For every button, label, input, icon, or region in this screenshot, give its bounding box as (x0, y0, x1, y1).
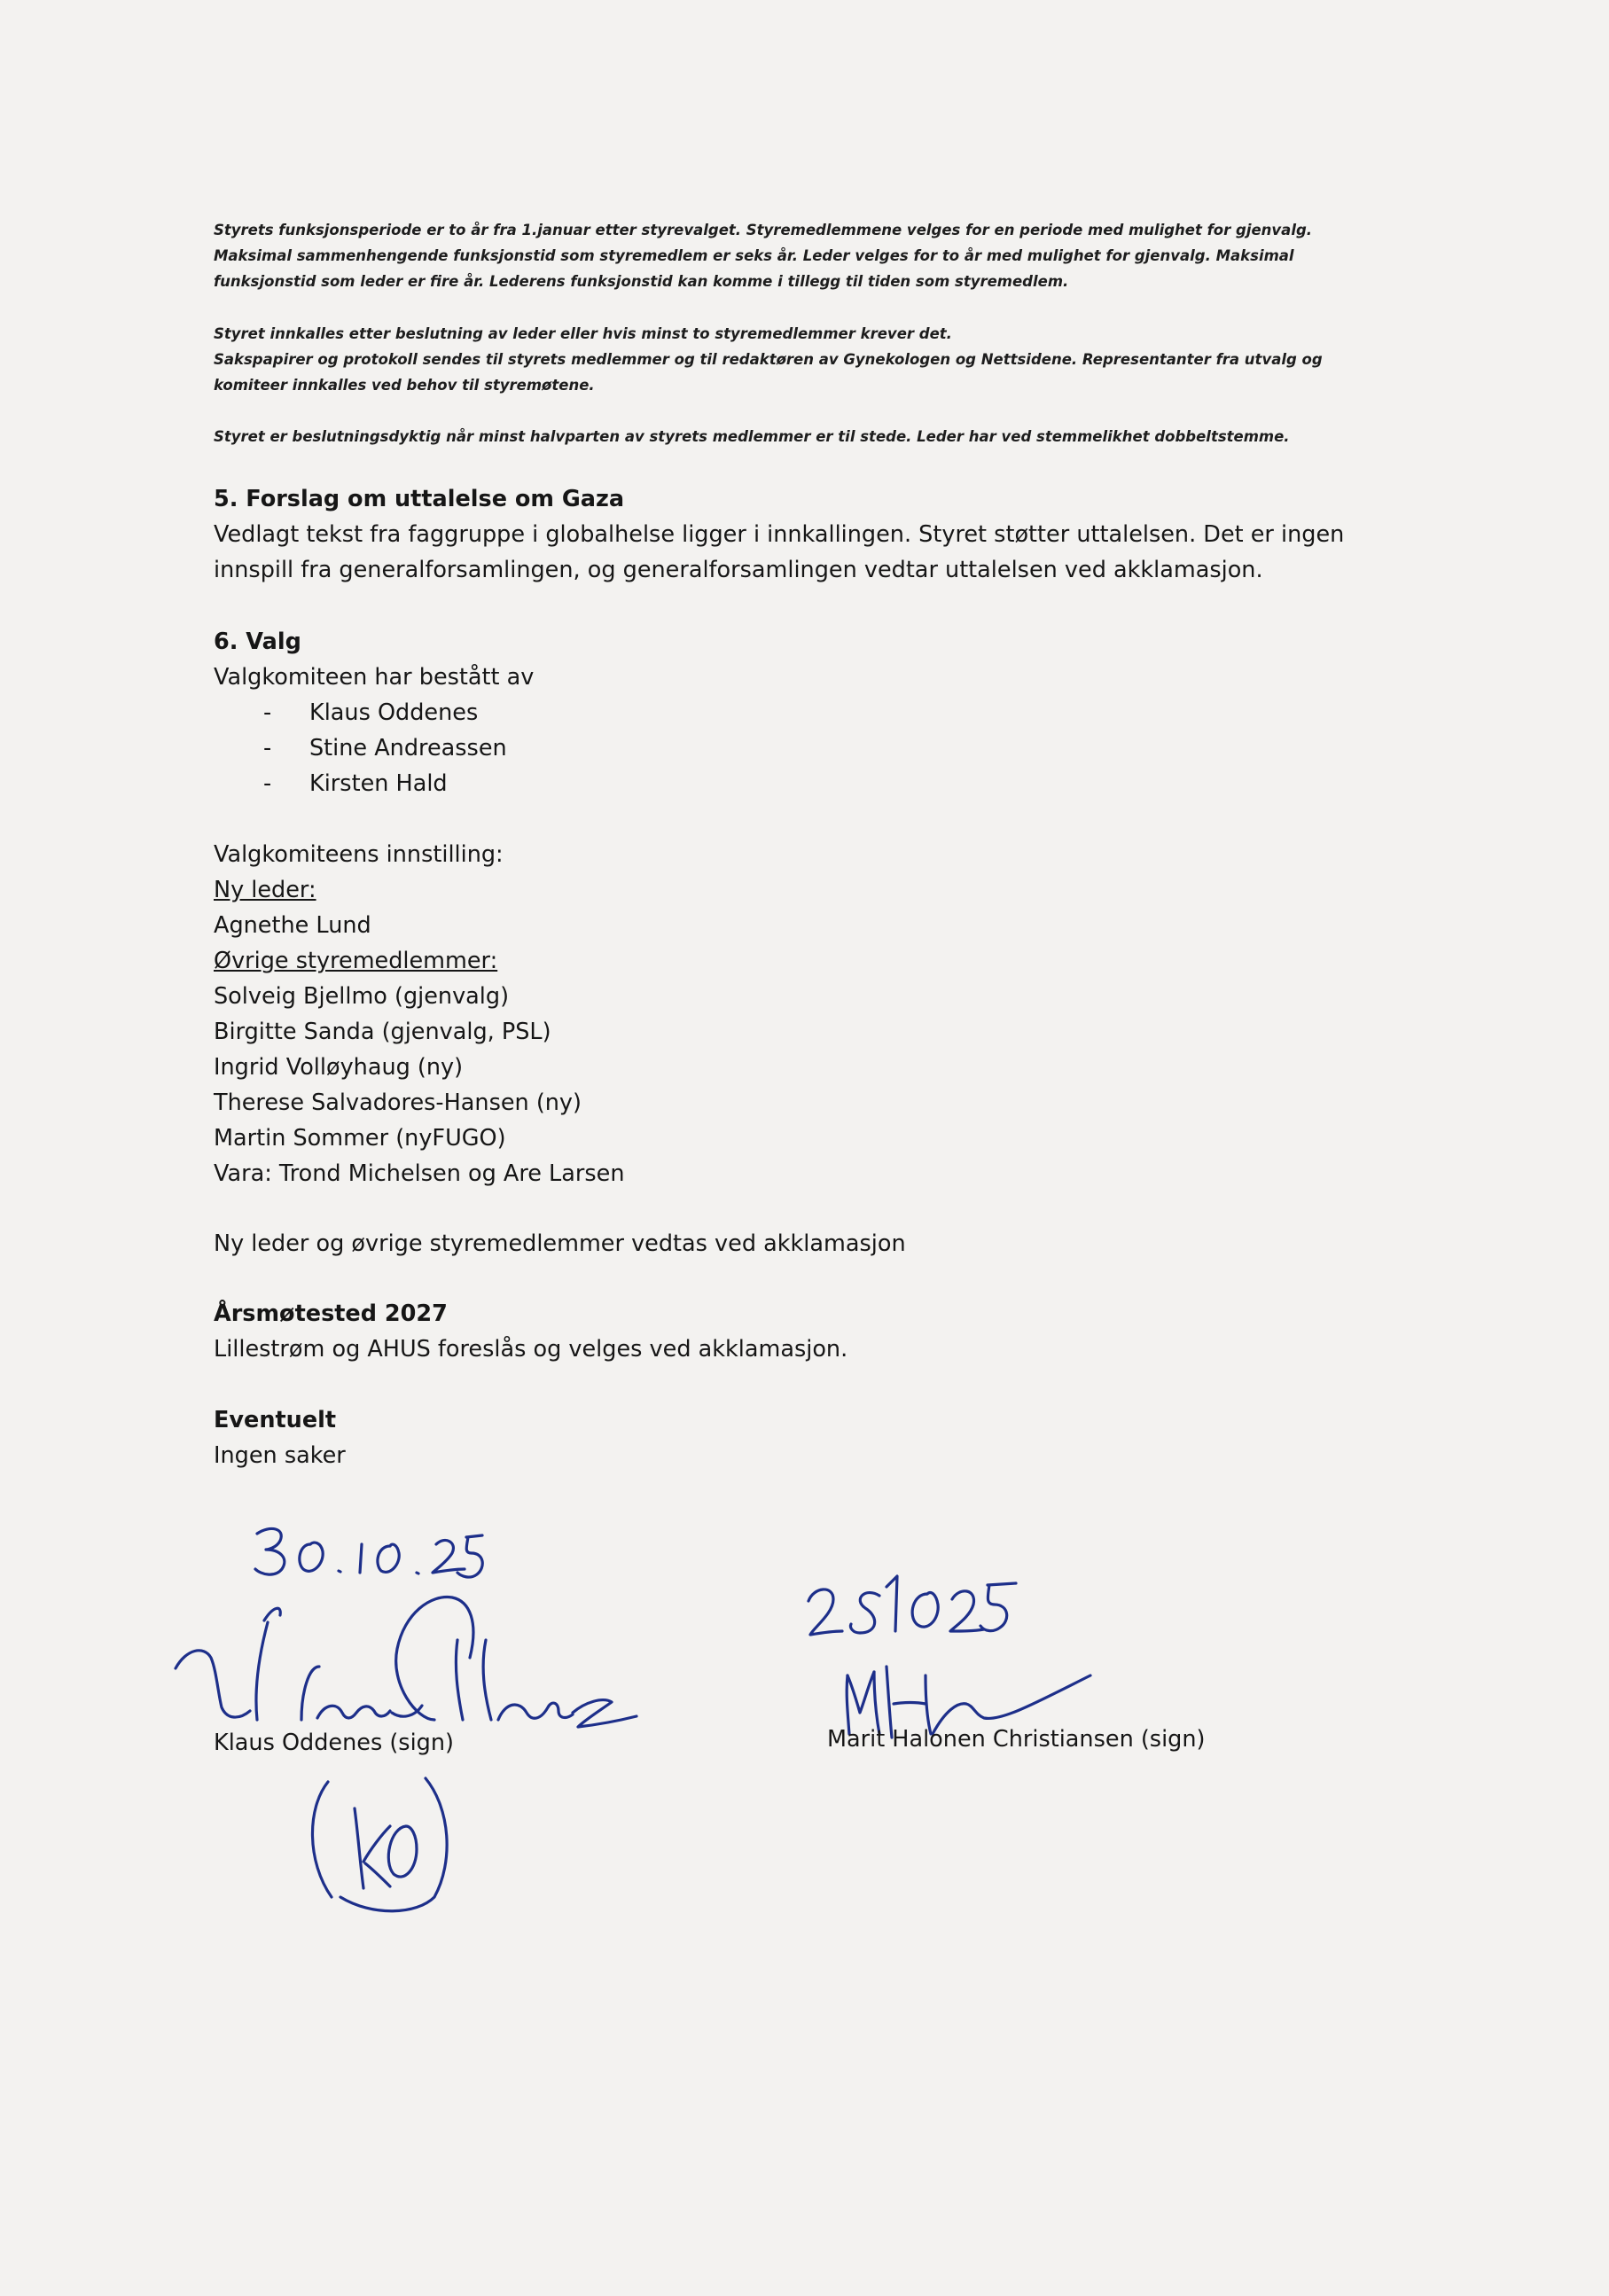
signature-left (168, 1587, 647, 1738)
statute-line: komiteer innkalles ved behov til styremøtene. (214, 377, 595, 394)
venue-section (214, 1296, 1396, 1367)
nomination-title: Valgkomiteens innstilling: (214, 841, 504, 868)
item-5-body-line: innspill fra generalforsamlingen, og generalforsamlingen vedtar uttalelsen ved akklamasjon. (214, 557, 1263, 583)
misc-section (214, 1402, 1396, 1473)
item-5-heading: 5. Forslag om uttalelse om Gaza (214, 486, 625, 512)
initials-stamp (301, 1764, 461, 1915)
committee-intro: Valgkomiteen har bestått av (214, 664, 535, 691)
handwritten-date-left (248, 1518, 496, 1589)
list-item: - Klaus Oddenes (263, 699, 479, 726)
list-item: - Kirsten Hald (263, 770, 448, 797)
others-label: Øvrige styremedlemmer: (214, 948, 498, 974)
board-member: Solveig Bjellmo (gjenvalg) (214, 983, 510, 1010)
new-leader-label: Ny leder: (214, 877, 316, 903)
item-6-heading: 6. Valg (214, 629, 301, 655)
board-member: Birgitte Sanda (gjenvalg, PSL) (214, 1019, 551, 1045)
item-5-body-line: Vedlagt tekst fra faggruppe i globalhelse ligger i innkallingen. Styret støtter uttalelsen. Det er ingen (214, 521, 1345, 548)
nomination-section (214, 837, 1396, 1191)
statute-line: Sakspapirer og protokoll sendes til styrets medlemmer og til redaktøren av Gynekologen og Nettsidene. Representanter fra utvalg og (214, 351, 1323, 368)
new-leader-name: Agnethe Lund (214, 912, 371, 939)
statutes-excerpt-3 (214, 424, 1396, 449)
statute-line: funksjonstid som leder er fire år. Lederens funksjonstid kan komme i tillegg til tiden som styremedlem. (214, 273, 1069, 290)
board-member: Therese Salvadores-Hansen (ny) (214, 1089, 582, 1116)
statutes-excerpt (214, 217, 1396, 294)
statutes-excerpt-2 (214, 321, 1396, 398)
statute-line: Styret er beslutningsdyktig når minst halvparten av styrets medlemmer er til stede. Leder har ved stemmelikhet dobbeltstemme. (214, 428, 1290, 445)
decision-line (214, 1226, 1396, 1261)
board-member: Ingrid Volløyhaug (ny) (214, 1054, 464, 1081)
board-member: Vara: Trond Michelsen og Are Larsen (214, 1160, 625, 1187)
statute-line: Styrets funksjonsperiode er to år fra 1.januar etter styrevalget. Styremedlemmene velges for en periode med mulighet for gjenvalg. (214, 222, 1313, 238)
handwritten-date-right (798, 1569, 1028, 1658)
item-6-section (214, 624, 1396, 801)
signature-label-right: Marit Halonen Christiansen (sign) (827, 1726, 1206, 1753)
board-member: Martin Sommer (nyFUGO) (214, 1125, 506, 1152)
statute-line: Maksimal sammenhengende funksjonstid som styremedlem er seks år. Leder velges for to år med mulighet for gjenvalg. Maksimal (214, 247, 1294, 264)
misc-heading: Eventuelt (214, 1407, 337, 1433)
venue-heading: Årsmøtested 2027 (214, 1300, 448, 1327)
misc-body: Ingen saker (214, 1442, 346, 1469)
venue-body: Lillestrøm og AHUS foreslås og velges ved akklamasjon. (214, 1336, 848, 1363)
list-item: - Stine Andreassen (263, 735, 507, 761)
statute-line: Styret innkalles etter beslutning av leder eller hvis minst to styremedlemmer krever det. (214, 325, 952, 342)
committee-list (214, 695, 1396, 801)
signature-label-left: Klaus Oddenes (sign) (214, 1730, 454, 1756)
item-5-section (214, 481, 1396, 588)
election-decision: Ny leder og øvrige styremedlemmer vedtas ved akklamasjon (214, 1230, 906, 1257)
